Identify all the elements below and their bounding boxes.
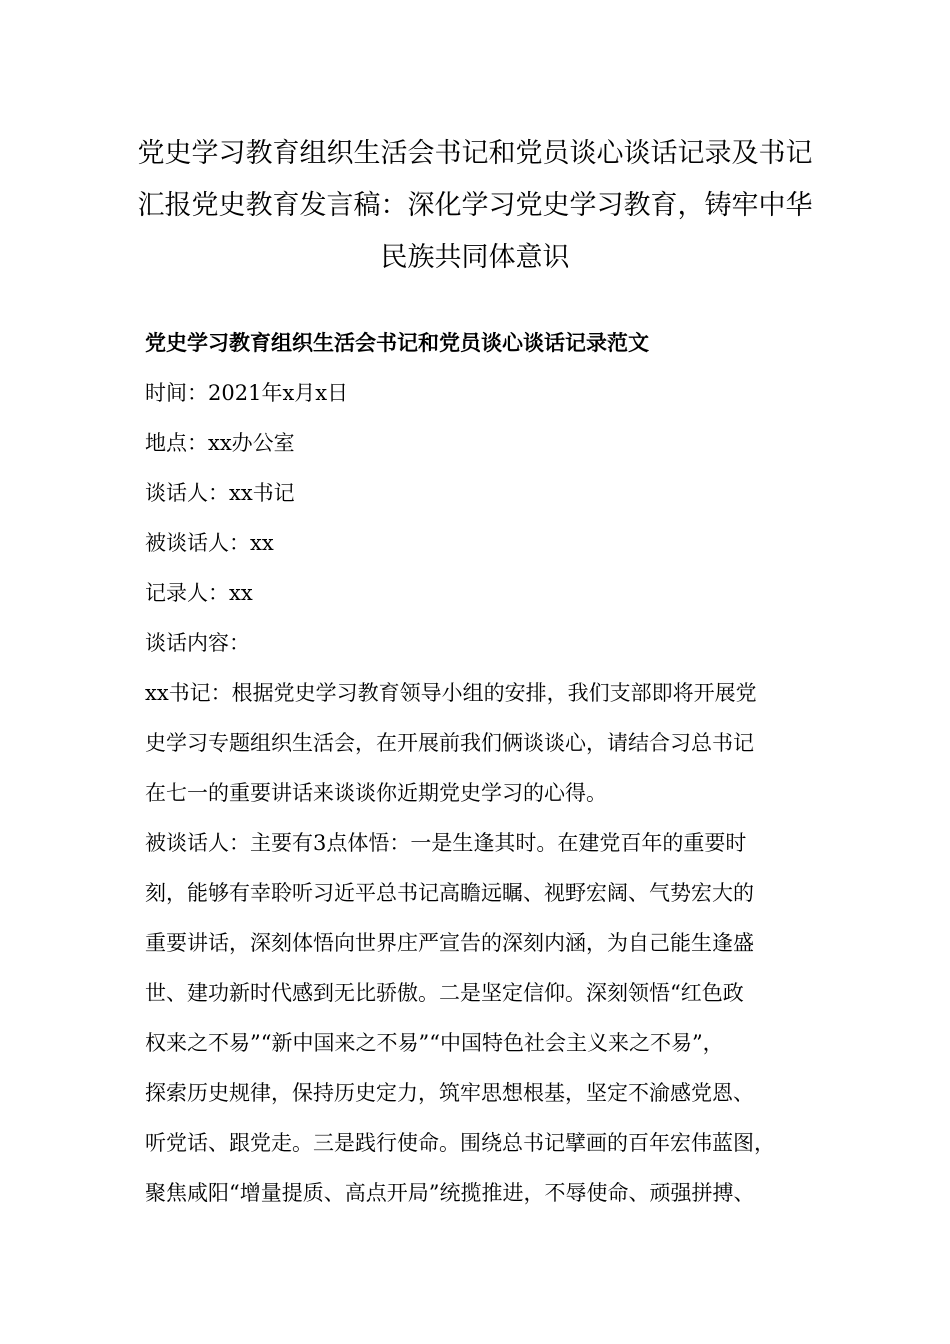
paragraph-line: 刻，能够有幸聆听习近平总书记高瞻远瞩、视野宏阔、气势宏大的 (145, 881, 754, 905)
paragraph-line: 世、建功新时代感到无比骄傲。二是坚定信仰。深刻领悟“红色政 (145, 981, 744, 1005)
section-heading: 党史学习教育组织生活会书记和党员谈心谈话记录范文 (145, 331, 649, 355)
paragraph-interviewee (145, 818, 825, 1218)
meta-time: 时间：2021年x月x日 (145, 381, 349, 405)
paragraph-line: 听党话、跟党走。三是践行使命。围绕总书记擘画的百年宏伟蓝图， (145, 1131, 775, 1155)
title-line-3: 民族共同体意识 (380, 242, 570, 273)
meta-recorder: 记录人：xx (145, 581, 253, 605)
title-line-1: 党史学习教育组织生活会书记和党员谈心谈话记录及书记 (137, 138, 813, 169)
paragraph-secretary (145, 668, 825, 818)
paragraph-line: 重要讲话，深刻体悟向世界庄严宣告的深刻内涵，为自己能生逢盛 (145, 931, 754, 955)
document-body (145, 328, 825, 1218)
meta-place: 地点：xx办公室 (145, 431, 295, 455)
title-line-2: 汇报党史教育发言稿：深化学习党史学习教育，铸牢中华 (137, 190, 813, 221)
paragraph-line: 探索历史规律，保持历史定力，筑牢思想根基，坚定不渝感党恩、 (145, 1081, 754, 1105)
meta-content-label: 谈话内容： (145, 631, 250, 655)
paragraph-line: 被谈话人：主要有3点体悟：一是生逢其时。在建党百年的重要时 (145, 831, 747, 855)
meta-interviewee: 被谈话人：xx (145, 531, 274, 555)
document-title (130, 128, 820, 284)
paragraph-line: 在七一的重要讲话来谈谈你近期党史学习的心得。 (145, 781, 607, 805)
paragraph-line: xx书记：根据党史学习教育领导小组的安排，我们支部即将开展党 (145, 681, 757, 705)
meta-interviewer: 谈话人：xx书记 (145, 481, 295, 505)
paragraph-line: 权来之不易”“新中国来之不易”“中国特色社会主义来之不易”， (145, 1031, 724, 1055)
paragraph-line: 史学习专题组织生活会，在开展前我们俩谈谈心，请结合习总书记 (145, 731, 754, 755)
paragraph-line: 聚焦咸阳“增量提质、高点开局”统揽推进，不辱使命、顽强拼搏、 (145, 1181, 755, 1205)
